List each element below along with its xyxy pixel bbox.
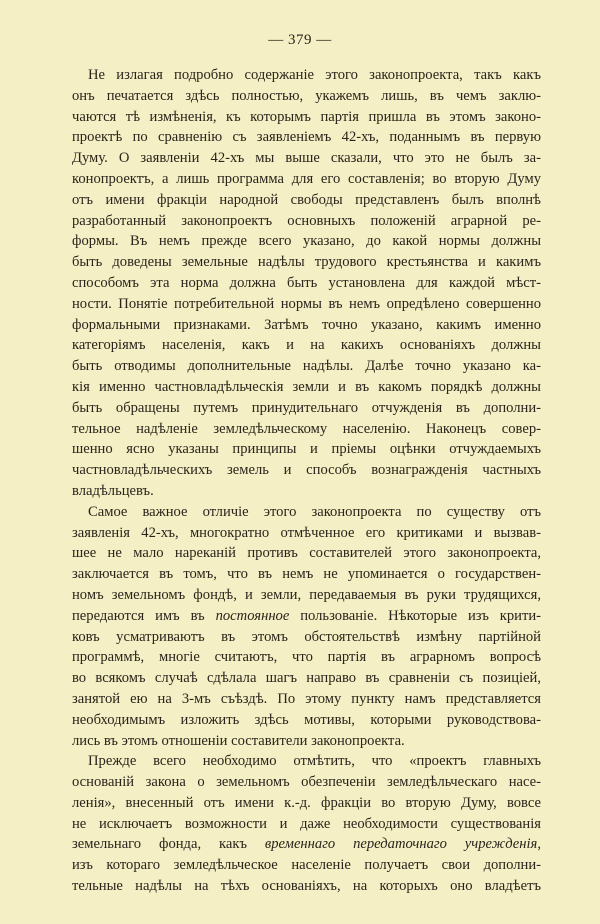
text-line	[72, 460, 541, 481]
text-segment: заявленія 42-хъ, многократно отмѣченное его критиками и вызвав-	[72, 524, 541, 541]
text-segment: ности. Понятіе потребительной нормы въ немъ опредѣлено совершенно	[72, 295, 541, 312]
text-line	[72, 377, 541, 398]
text-segment: ковъ усматриваютъ въ этомъ обстоятельствѣ измѣну партійной	[72, 628, 541, 645]
text-line	[72, 148, 541, 169]
text-line	[72, 481, 541, 502]
text-segment: передаются имъ въ	[72, 607, 216, 624]
text-segment: быть отводимы дополнительные надѣлы. Далѣе точно указано ка-	[72, 358, 541, 375]
text-line	[72, 731, 541, 752]
text-line	[72, 169, 541, 190]
text-line	[72, 543, 541, 564]
text-segment: разработанный законопроектъ основныхъ положеній аграрной ре-	[72, 212, 541, 229]
text-segment: заключается въ томъ, что въ немъ не упоминается о государствен-	[72, 566, 541, 583]
text-line	[72, 190, 541, 211]
text-segment: кія именно частновладѣльческія земли и въ какомъ порядкѣ должны	[72, 378, 541, 395]
page-number: — 379 —	[268, 32, 332, 48]
text-line	[72, 834, 541, 855]
text-line	[72, 710, 541, 731]
text-segment: чаются тѣ измѣненія, къ которымъ партія пришла въ этомъ законо-	[72, 108, 541, 125]
text-segment: Не излагая подробно содержаніе этого законопроекта, такъ какъ	[88, 67, 541, 83]
text-line	[72, 252, 541, 273]
text-line	[72, 564, 541, 585]
paragraph	[72, 751, 541, 897]
text-segment: шенно ясно указаны принципы и пріемы оцѣнки отчуждаемыхъ	[72, 441, 541, 458]
text-line	[72, 356, 541, 377]
text-segment: отъ имени фракціи народной свободы представленъ былъ вполнѣ	[72, 191, 541, 208]
text-line	[72, 627, 541, 648]
text-line	[72, 398, 541, 419]
text-segment: быть доведены земельные надѣлы трудового крестьянства и какимъ	[72, 254, 541, 271]
text-segment: не исключаетъ возможности и даже необходимости существованія	[72, 815, 541, 832]
text-segment: конопроектъ, а лишь программа для его составленія; во вторую Думу	[72, 170, 541, 187]
text-line	[72, 502, 541, 523]
text-segment: во всякомъ случаѣ сдѣлала шагъ направо въ сравненіи съ позиціей,	[72, 670, 541, 687]
text-body	[72, 65, 541, 897]
text-segment: владѣльцевъ.	[72, 482, 154, 499]
text-segment: занятой ею на 3-мъ съѣздѣ. По этому пункту намъ представляется	[72, 690, 541, 707]
text-segment: Думу. О заявленіи 42-хъ мы выше сказали, что это не былъ за-	[72, 150, 541, 167]
text-segment: Прежде всего необходимо отмѣтить, что «проектъ главныхъ	[88, 753, 541, 770]
text-segment: категоріямъ населенія, какъ и на какихъ основаніяхъ должны	[72, 337, 541, 354]
text-segment: необходимымъ изложить здѣсь мотивы, которыми руководствова-	[72, 711, 541, 728]
text-line	[72, 439, 541, 460]
text-segment: шее не мало нареканій противъ составителей этого законопроекта,	[72, 545, 541, 562]
text-segment: Самое важное отличіе этого законопроекта по существу отъ	[88, 503, 541, 520]
text-line	[72, 335, 541, 356]
text-line	[72, 876, 541, 897]
text-line	[72, 315, 541, 336]
text-line	[72, 107, 541, 128]
text-segment: основаній закона о земельномъ обезпеченіи земледѣльческаго насе-	[72, 774, 541, 791]
text-line	[72, 585, 541, 606]
text-segment: формальными признаками. Затѣмъ точно указано, какимъ именно	[72, 316, 541, 333]
text-line	[72, 419, 541, 440]
text-line	[72, 86, 541, 107]
text-line	[72, 689, 541, 710]
text-segment: частновладѣльческихъ земель и способъ вознагражденія частныхъ	[72, 462, 541, 479]
text-segment: программѣ, многіе считаютъ, что партія въ аграрномъ вопросѣ	[72, 649, 541, 666]
text-segment: ленія», внесенный отъ имени к.-д. фракціи во вторую Думу, вовсе	[72, 794, 541, 811]
text-segment: номъ земельномъ фондѣ, и земли, передаваемыя въ руки трудящихся,	[72, 586, 541, 603]
text-line	[72, 647, 541, 668]
text-segment: способомъ эта норма должна быть установлена для каждой мѣст-	[72, 274, 541, 291]
text-line	[72, 751, 541, 772]
text-line	[72, 523, 541, 544]
text-segment: земельнаго фонда, какъ	[72, 836, 265, 853]
text-segment: пользованіе. Нѣкоторые изъ крити-	[289, 607, 541, 624]
text-line	[72, 793, 541, 814]
italic-text: постоянное	[215, 607, 290, 624]
text-line	[72, 273, 541, 294]
text-segment: ,	[537, 836, 541, 853]
text-segment: тельное надѣленіе земледѣльческому населенію. Наконецъ совер-	[72, 420, 541, 437]
text-line	[72, 606, 541, 627]
text-line	[72, 855, 541, 876]
text-line	[72, 65, 541, 86]
text-segment: быть обращены путемъ принудительнаго отчужденія въ дополни-	[72, 399, 541, 416]
italic-text: временнаго передаточнаго учрежденія	[264, 836, 538, 853]
paragraph	[72, 65, 541, 502]
text-line	[72, 294, 541, 315]
paragraph	[72, 502, 541, 752]
text-segment: тельные надѣлы на тѣхъ основаніяхъ, на которыхъ оно владѣетъ	[72, 878, 541, 895]
text-segment: изъ котораго земледѣльческое населеніе получаетъ свои дополни-	[72, 857, 541, 874]
text-line	[72, 668, 541, 689]
text-segment: онъ печатается здѣсь полностью, укажемъ лишь, въ чемъ заклю-	[72, 87, 541, 104]
text-segment: лись въ этомъ отношеніи составители законопроекта.	[72, 732, 405, 749]
text-line	[72, 772, 541, 793]
text-line	[72, 211, 541, 232]
text-line	[72, 231, 541, 252]
text-segment: формы. Въ немъ прежде всего указано, до какой нормы должны	[72, 233, 541, 250]
text-segment: проектѣ по сравненію съ заявленіемъ 42-хъ, поданнымъ въ первую	[72, 129, 541, 146]
text-line	[72, 814, 541, 835]
text-line	[72, 127, 541, 148]
